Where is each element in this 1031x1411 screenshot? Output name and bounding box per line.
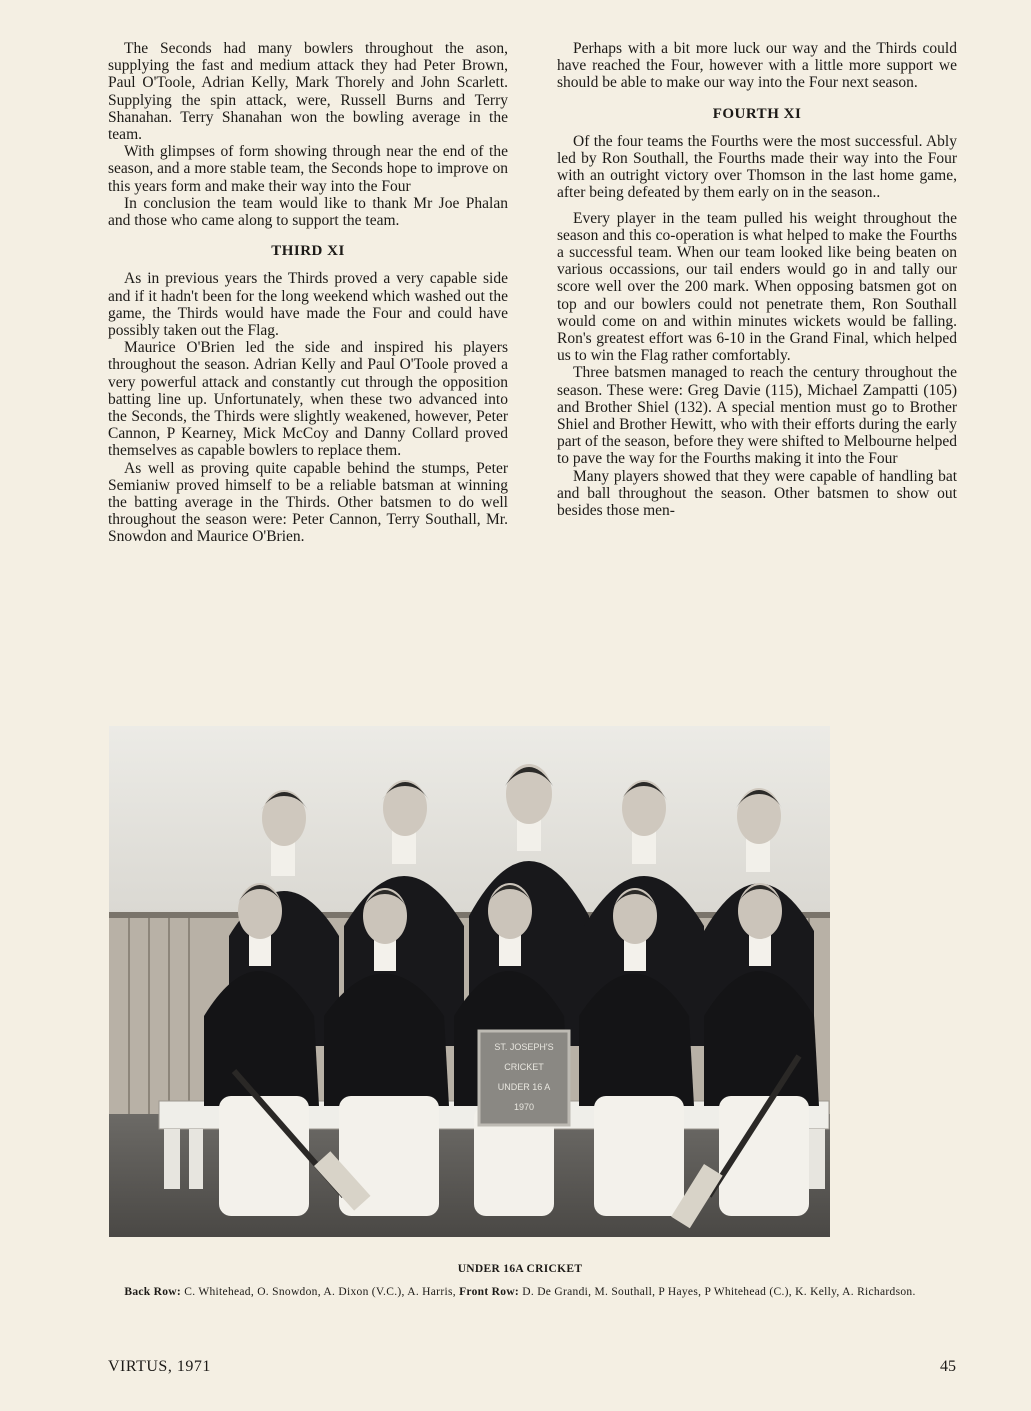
- board-line-1: ST. JOSEPH'S: [494, 1042, 554, 1052]
- left-column: [108, 40, 508, 546]
- left-paragraph-4: As in previous years the Thirds proved a very capable side and if it hadn't been for the long weekend which washed out the game, the Thirds would have made the Four and could have possibly taken out the Flag.: [108, 270, 508, 340]
- front-row-names: D. De Grandi, M. Southall, P Hayes, P Whitehead (C.), K. Kelly, A. Richardson.: [522, 1286, 916, 1298]
- board-line-4: 1970: [513, 1102, 535, 1112]
- photo-caption: [100, 1262, 940, 1300]
- board-line-2: CRICKET: [504, 1062, 544, 1072]
- publication-footer: VIRTUS, 1971: [108, 1358, 211, 1375]
- caption-title: UNDER 16A CRICKET: [457, 1263, 583, 1275]
- fourth-xi-heading: FOURTH XI: [712, 105, 802, 122]
- left-paragraph-6: As well as proving quite capable behind the stumps, Peter Semianiw proved himself to be a reliable batsman at winning the batting average in the Thirds. Other batsmen to do well throughout the season were: Peter Cannon, Terry Southall, Mr. Snowdon and Maurice O'Brien.: [108, 459, 508, 546]
- team-photo: [109, 726, 830, 1237]
- left-paragraph-3: In conclusion the team would like to thank Mr Joe Phalan and those who came along to support the team.: [108, 194, 508, 230]
- team-photo-illustration: [109, 726, 830, 1237]
- left-paragraph-5: Maurice O'Brien led the side and inspired his players throughout the season. Adrian Kelly and Paul O'Toole proved a very powerful attack and constantly cut through the opposition batting line up. Unfortunately, when these two advanced into the Seconds, the Thirds were slightly weakened, however, Peter Cannon, P Kearney, Mick McCoy and Danny Collard proved themselves as capable bowlers to replace them.: [108, 339, 508, 460]
- right-paragraph-2: Of the four teams the Fourths were the most successful. Ably led by Ron Southall, the Fourths made their way into the Four with an outright victory over Thomson in the last home game, after being defeated by them early on in the season..: [557, 132, 957, 202]
- board-line-3: UNDER 16 A: [497, 1082, 551, 1092]
- back-row-label: Back Row:: [124, 1286, 182, 1298]
- page-number: 45: [940, 1358, 956, 1375]
- right-column: [557, 40, 957, 519]
- right-paragraph-3: Every player in the team pulled his weight throughout the season and this co-operation is what helped to make the Fourths a successful team. When our team looked like being beaten on various occassions, our tail enders would go in and tally our score well over the 200 mark. When opposing batsmen got on top and our bowlers could not penetrate them, Ron Southall would come on and within minutes wickets would be falling. Ron's greatest effort was 6-10 in the Grand Final, which helped us to win the Flag rather comfortably.: [557, 209, 957, 365]
- third-xi-heading: THIRD XI: [271, 243, 345, 260]
- left-paragraph-2: With glimpses of form showing through near the end of the season, and a more stable team, the Seconds hope to improve on this years form and make their way into the Four: [108, 143, 508, 195]
- front-row-label: Front Row:: [459, 1286, 520, 1298]
- back-row-names: C. Whitehead, O. Snowdon, A. Dixon (V.C.), A. Harris,: [184, 1286, 456, 1298]
- right-paragraph-4: Three batsmen managed to reach the century throughout the season. These were: Greg Davie (115), Michael Zampatti (105) and Brother Shiel (132). A special mention must go to Brother Shiel and Brother Hewitt, who with their efforts during the early part of the season, before they were shifted to Melbourne helped to pave the way for the Fourths making it into the Four: [557, 364, 957, 468]
- caption-names: [100, 1285, 940, 1300]
- left-paragraph-1: The Seconds had many bowlers throughout the ason, supplying the fast and medium attack they had Peter Brown, Paul O'Toole, Adrian Kelly, Mark Thorely and John Scarlett. Supplying the spin attack, were, Russell Burns and Terry Shanahan. Terry Shanahan won the bowling average in the team.: [108, 40, 508, 144]
- right-paragraph-1: Perhaps with a bit more luck our way and the Thirds could have reached the Four, however with a little more support we should be able to make our way into the Four next season.: [557, 40, 957, 92]
- right-paragraph-5: Many players showed that they were capable of handling bat and ball throughout the season. Other batsmen to show out besides those men-: [557, 467, 957, 520]
